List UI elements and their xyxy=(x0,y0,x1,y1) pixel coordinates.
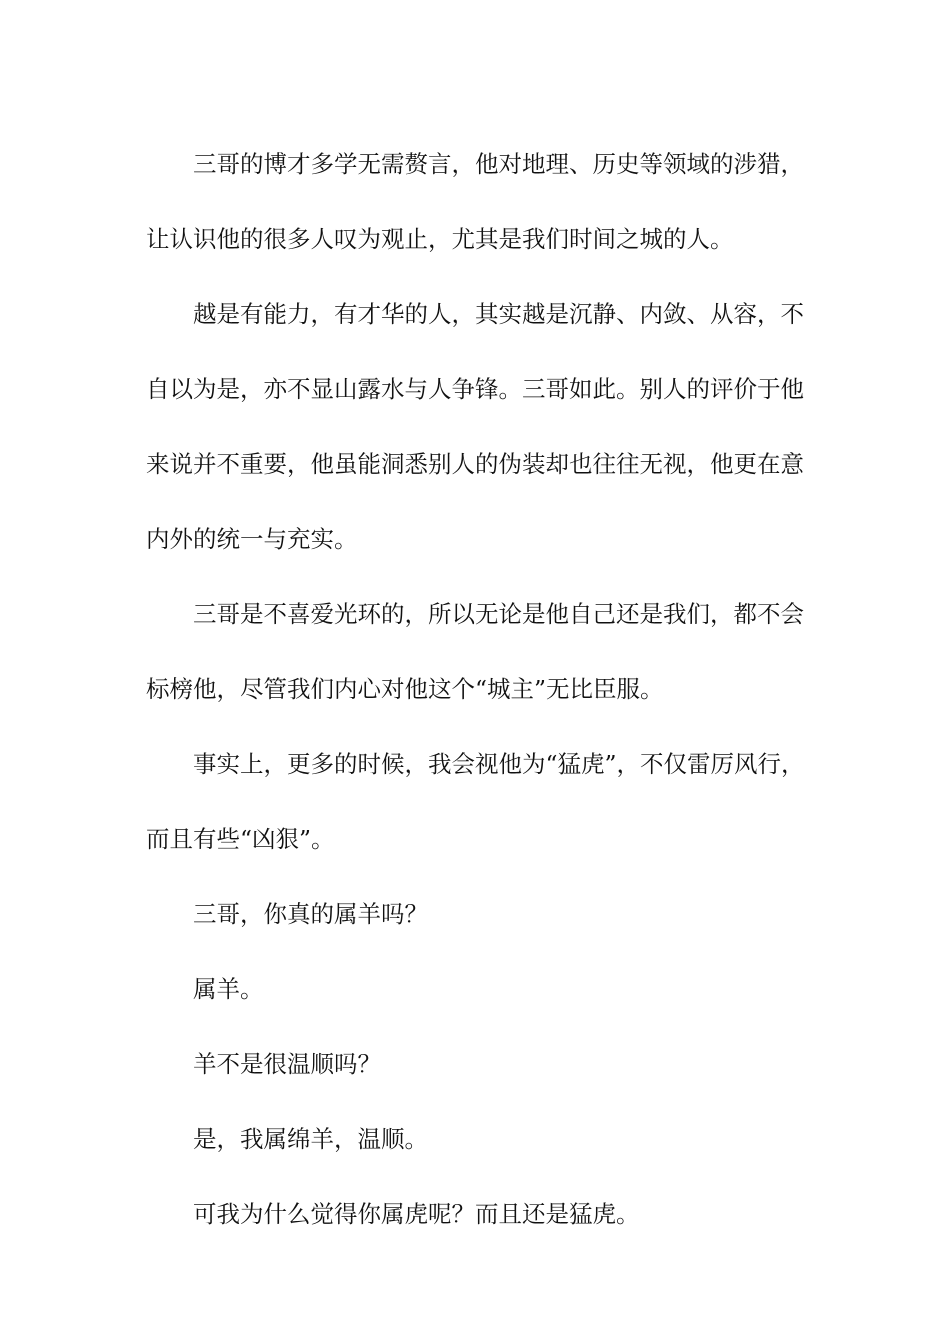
body-text xyxy=(146,127,806,1252)
paragraph-3: 三哥是不喜爱光环的，所以无论是他自己还是我们，都不会标榜他，尽管我们内心对他这个“城主”无比臣服。 xyxy=(146,600,804,703)
paragraph-2: 越是有能力，有才华的人，其实越是沉静、内敛、从容，不自以为是，亦不显山露水与人争锋。三哥如此。别人的评价于他来说并不重要，他虽能洞悉别人的伪装却也往往无视，他更在意内外的统一与充实。 xyxy=(146,300,804,553)
paragraph-6: 属羊。 xyxy=(193,975,264,1003)
paragraph-4: 事实上，更多的时候，我会视他为“猛虎”，不仅雷厉风行，而且有些“凶狠”。 xyxy=(146,750,805,853)
paragraph-8: 是，我属绵羊，温顺。 xyxy=(193,1125,428,1153)
paragraph-1: 三哥的博才多学无需赘言，他对地理、历史等领域的涉猎，让认识他的很多人叹为观止，尤其是我们时间之城的人。 xyxy=(146,150,804,253)
paragraph-5: 三哥，你真的属羊吗？ xyxy=(193,900,428,928)
paragraph-7: 羊不是很温顺吗？ xyxy=(193,1050,381,1078)
paragraph-9: 可我为什么觉得你属虎呢？而且还是猛虎。 xyxy=(193,1200,640,1228)
